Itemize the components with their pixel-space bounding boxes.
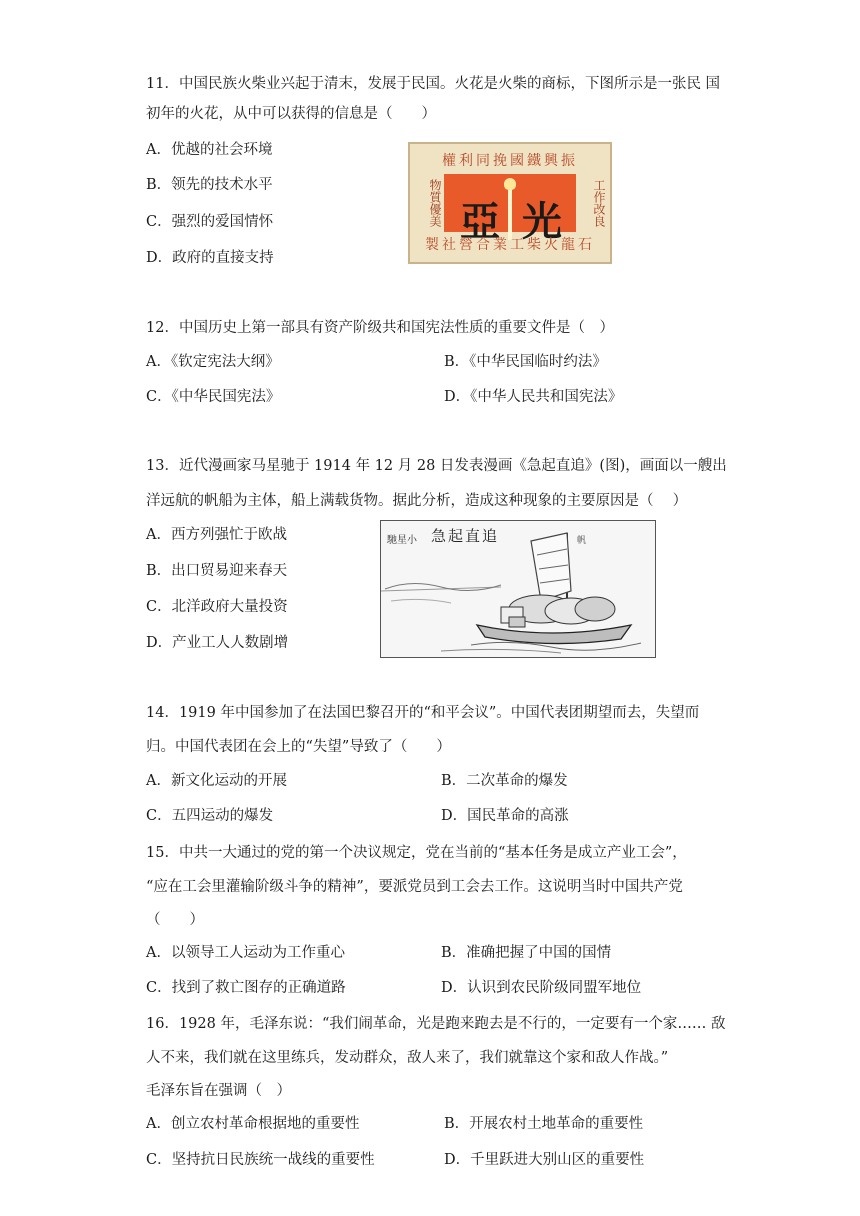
matchbox-center-panel [444,174,576,245]
q15-stem-line2: “应在工会里灌输阶级斗争的精神”，要派党员到工会去工作。这说明当时中国共产党 [146,879,683,895]
matchbox-label-image [408,142,612,264]
q12-option-d[interactable]: D．《中华人民共和国宪法》 [444,389,623,405]
q16-option-a[interactable]: A．创立农村革命根据地的重要性 [146,1116,360,1132]
q14-option-b[interactable]: B．二次革命的爆发 [441,773,568,789]
q13-option-a[interactable]: A．西方列强忙于欧战 [146,527,287,543]
q12-option-b[interactable]: B．《中华民国临时约法》 [444,354,607,370]
q15-option-c[interactable]: C．找到了救亡图存的正确道路 [146,980,346,996]
cartoon-signature: 馳星小 [387,535,417,546]
matchbox-right-text: 工作改良 [592,179,606,227]
q14-stem-line1: 14．1919 年中国参加了在法国巴黎召开的“和平会议”。中国代表团期望而去，失望而 [146,705,700,721]
q16-option-b[interactable]: B．开展农村土地革命的重要性 [444,1116,644,1132]
q12-option-a[interactable]: A．《钦定宪法大纲》 [146,354,280,370]
q14-option-d[interactable]: D．国民革命的高涨 [441,808,569,824]
q11-option-c[interactable]: C．强烈的爱国情怀 [146,214,274,230]
q11-stem-line2: 初年的火花，从中可以获得的信息是（ ） [146,106,436,122]
q13-option-c[interactable]: C．北洋政府大量投资 [146,599,288,615]
cartoon-title: 急起直追 [431,527,500,545]
matchbox-top-text: 權利同挽國鐵興振 [442,153,578,169]
q14-stem-line2: 归。中国代表团在会上的“失望”导致了（ ） [146,739,451,755]
matchbox-left-text: 物質優美 [428,179,442,227]
flame-icon [504,178,516,190]
q12-option-c[interactable]: C．《中华民国宪法》 [146,389,281,405]
q16-option-d[interactable]: D．千里跃进大别山区的重要性 [444,1152,645,1168]
q15-option-a[interactable]: A．以领导工人运动为工作重心 [146,945,345,961]
q14-option-a[interactable]: A．新文化运动的开展 [146,773,287,789]
q12-stem-line1: 12．中国历史上第一部具有资产阶级共和国宪法性质的重要文件是（ ） [146,320,614,336]
q13-option-d[interactable]: D．产业工人人数剧增 [146,635,289,651]
q15-option-d[interactable]: D．认识到农民阶级同盟军地位 [441,980,642,996]
torch-icon [508,182,512,240]
q13-stem-line1: 13．近代漫画家马星驰于 1914 年 12 月 28 日发表漫画《急起直追》(图)，画面以一艘出 [146,458,727,474]
q15-stem-line1: 15．中共一大通过的党的第一个决议规定，党在当前的“基本任务是成立产业工会”， [146,845,687,861]
q16-stem-line1: 16．1928 年，毛泽东说：“我们闹革命，光是跑来跑去是不行的，一定要有一个家…… 敌 [146,1016,726,1032]
cartoon-sailing-ship-image [380,520,656,658]
q16-stem-line3: 毛泽东旨在强调（ ） [146,1083,291,1099]
q13-stem-line2: 洋远航的帆船为主体，船上满载货物。据此分析，造成这种现象的主要原因是（ ） [146,493,688,509]
sailing-ship-drawing [381,521,656,658]
matchbox-bottom-text: 製社營合業工柴火龍石 [425,237,595,253]
q15-stem-line3: （ ） [146,912,204,928]
svg-text:帆: 帆 [577,536,587,546]
q14-option-c[interactable]: C．五四运动的爆发 [146,808,274,824]
q11-option-b[interactable]: B．领先的技术水平 [146,177,273,193]
q11-option-a[interactable]: A．优越的社会环境 [146,142,273,158]
q11-stem-line1: 11．中国民族火柴业兴起于清末，发展于民国。火花是火柴的商标，下图所示是一张民 国 [146,76,721,92]
q16-stem-line2: 人不来，我们就在这里练兵，发动群众，敌人来了，我们就靠这个家和敌人作战。” [146,1050,669,1066]
matchbox-big-char-left: 亞 [460,198,500,245]
q15-option-b[interactable]: B．准确把握了中国的国情 [441,945,612,961]
matchbox-big-char-right: 光 [522,198,562,245]
q16-option-c[interactable]: C．坚持抗日民族统一战线的重要性 [146,1152,375,1168]
q13-option-b[interactable]: B．出口贸易迎来春天 [146,563,288,579]
q11-option-d[interactable]: D．政府的直接支持 [146,250,274,266]
